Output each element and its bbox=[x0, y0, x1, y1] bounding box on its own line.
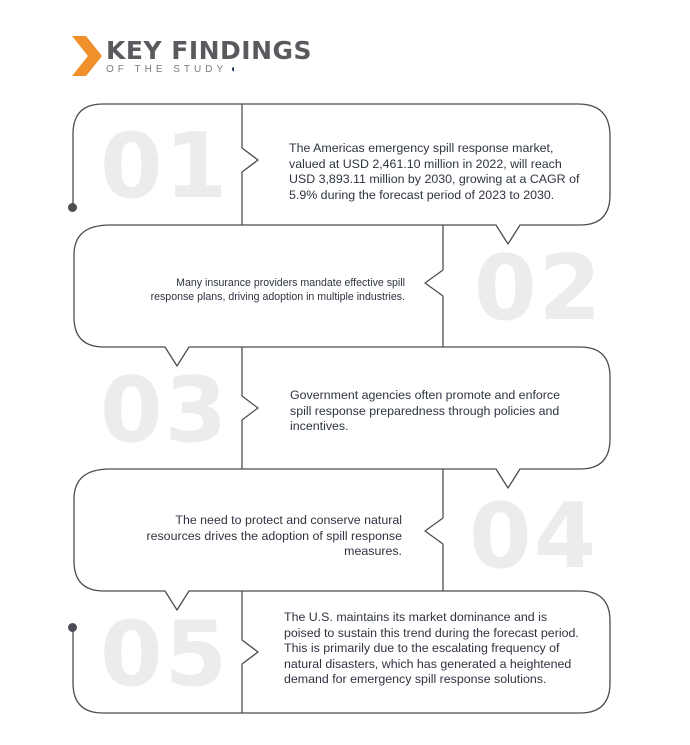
finding-number-02: 02 bbox=[474, 236, 604, 341]
timeline-dot-start bbox=[68, 203, 77, 212]
page-title: KEY FINDINGS bbox=[106, 36, 313, 65]
finding-number-05: 05 bbox=[100, 602, 230, 707]
finding-text-04: The need to protect and conserve natural resources drives the adoption of spill response measures. bbox=[146, 513, 402, 558]
page-subtitle: OF THE STUDY ◖ bbox=[106, 64, 236, 75]
finding-text-02: Many insurance providers mandate effective spill response plans, driving adoption in multiple industries. bbox=[150, 277, 405, 303]
finding-text-01: The Americas emergency spill response market, valued at USD 2,461.10 million in 2022, will reach USD 3,893.11 million by 2030, growing at a CAGR of 5.9% during the forecast period of 2023 to 2030. bbox=[289, 141, 580, 202]
finding-number-03: 03 bbox=[100, 358, 230, 463]
finding-number-04: 04 bbox=[469, 484, 599, 589]
finding-text-05: The U.S. maintains its market dominance and is poised to sustain this trend during the forecast period. This is primarily due to the escalating frequency of natural disasters, which has generated a heightened demand for emergency spill response solutions. bbox=[284, 610, 579, 686]
finding-text-03: Government agencies often promote and enforce spill response preparedness through policies and incentives. bbox=[290, 388, 561, 433]
timeline-dot-end bbox=[68, 623, 77, 632]
moon-icon: ◖ bbox=[227, 64, 236, 75]
finding-number-01: 01 bbox=[100, 114, 230, 219]
